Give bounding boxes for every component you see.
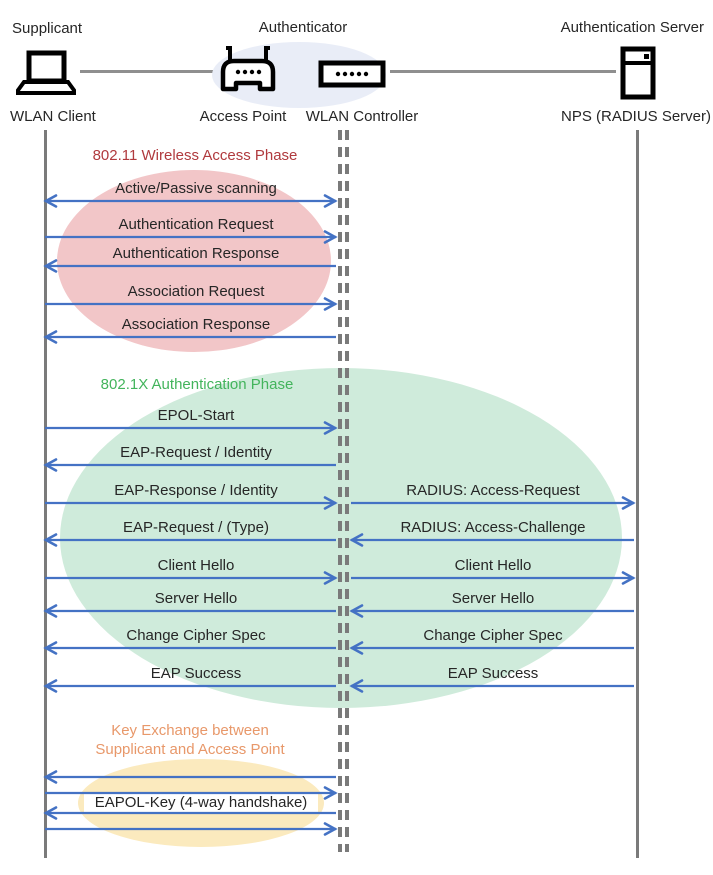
laptop-icon (16, 50, 76, 96)
wlan-controller-icon (318, 60, 386, 88)
key-exchange-phase-title (30, 721, 350, 759)
message-label: Association Request (127, 283, 265, 300)
arrowhead-left (46, 681, 56, 692)
arrowhead-left (46, 772, 56, 783)
message-label: Active/Passive scanning (115, 180, 277, 197)
message-label: Authentication Response (112, 245, 280, 262)
key-exchange-phase-floating-label: EAPOL-Key (4-way handshake) (84, 794, 318, 812)
arrowhead-left (46, 332, 56, 343)
access-point-icon (217, 44, 279, 96)
key-exchange-phase-title-line: Supplicant and Access Point (95, 741, 285, 758)
arrowhead-left (46, 808, 56, 819)
arrowhead-right (325, 196, 335, 207)
arrowhead-right (325, 299, 335, 310)
arrowhead-right (325, 788, 335, 799)
wireless-access-phase-title-line: 802.11 Wireless Access Phase (92, 147, 298, 164)
lifeline-radius-server (636, 130, 639, 858)
arrowhead-left (46, 606, 56, 617)
arrowhead-right (325, 824, 335, 835)
message-label: EAP-Request / (Type) (123, 519, 269, 536)
arrowhead-left (46, 535, 56, 546)
message-label: Change Cipher Spec (423, 627, 563, 644)
message-label: Authentication Request (118, 216, 274, 233)
message-label: EPOL-Start (157, 407, 235, 424)
role-label-supplicant: Supplicant (12, 20, 83, 37)
wireless-access-phase-title (35, 146, 355, 165)
message-label: RADIUS: Access-Request (406, 482, 580, 499)
device-label-wlan-client: WLAN Client (10, 108, 96, 125)
connector-line-right (390, 70, 616, 73)
message-label: EAP-Request / Identity (120, 444, 272, 461)
8021x-authentication-phase-title (37, 375, 357, 394)
role-label-authenticator: Authenticator (258, 19, 348, 36)
arrowhead-left (46, 196, 56, 207)
server-icon (620, 46, 656, 100)
device-label-wlan-controller: WLAN Controller (305, 108, 419, 125)
arrowhead-right (623, 498, 633, 509)
message-label: EAP Success (150, 665, 242, 682)
connector-line-left (80, 70, 214, 73)
arrowhead-right (623, 573, 633, 584)
message-label: Client Hello (157, 557, 235, 574)
message-label: Server Hello (451, 590, 535, 607)
8021x-authentication-phase-title-line: 802.1X Authentication Phase (100, 376, 294, 393)
message-label: EAP Success (447, 665, 539, 682)
device-label-nps-radius-server: NPS (RADIUS Server) (560, 108, 712, 125)
message-label: Client Hello (454, 557, 532, 574)
arrowhead-left (46, 460, 56, 471)
arrowhead-left (46, 261, 56, 272)
arrowhead-left (46, 643, 56, 654)
role-label-authentication-server: Authentication Server (560, 19, 704, 36)
message-label: Association Response (121, 316, 271, 333)
device-label-access-point: Access Point (199, 108, 287, 125)
message-label: RADIUS: Access-Challenge (400, 519, 586, 536)
message-label: Change Cipher Spec (126, 627, 266, 644)
message-label: EAP-Response / Identity (114, 482, 278, 499)
key-exchange-phase-title-line: Key Exchange between (111, 722, 269, 739)
message-label: Server Hello (154, 590, 238, 607)
